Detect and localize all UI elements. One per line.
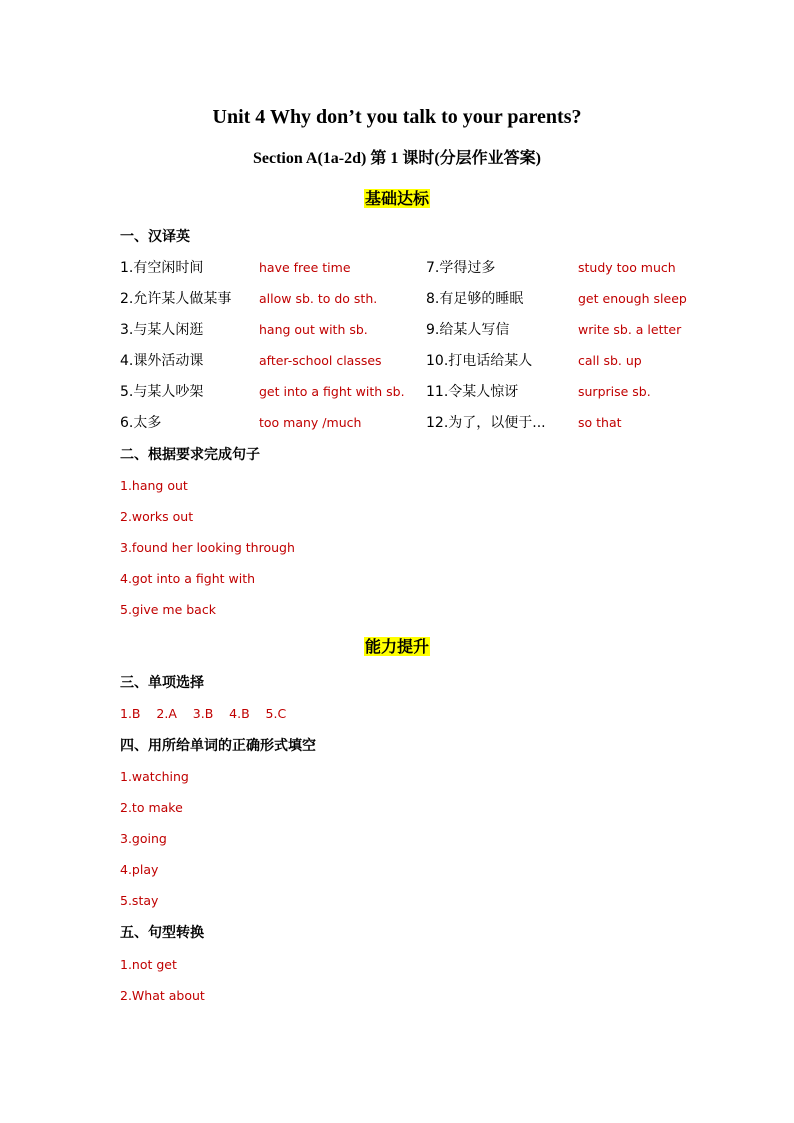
band-basic-label: 基础达标 [364, 189, 429, 208]
answer-line: 2.What about [120, 988, 205, 1003]
term-zh: 10.打电话给某人 [426, 353, 533, 369]
page-subtitle: Section A(1a-2d) 第 1 课时(分层作业答案) [253, 150, 541, 167]
page-title: Unit 4 Why don’t you talk to your parents? [212, 106, 582, 128]
band-advanced [0, 636, 794, 658]
answer-line: 2.works out [120, 509, 194, 524]
term-zh: 3.与某人闲逛 [120, 322, 204, 338]
term-en: write sb. a letter [578, 322, 682, 337]
term-en: get enough sleep [578, 291, 687, 306]
term-en: so that [578, 415, 622, 430]
term-en: get into a fight with sb. [259, 384, 405, 399]
section4-heading: 四、用所给单词的正确形式填空 [120, 738, 316, 754]
section3-heading: 三、单项选择 [120, 675, 204, 691]
term-zh: 8.有足够的睡眠 [426, 291, 524, 307]
section5-heading: 五、句型转换 [120, 925, 204, 941]
answer-line: 5.stay [120, 893, 159, 908]
term-en: too many /much [259, 415, 362, 430]
answer-line: 4.got into a fight with [120, 571, 256, 586]
answer-line: 3.found her looking through [120, 540, 295, 555]
answer-line: 1.hang out [120, 478, 188, 493]
term-zh: 4.课外活动课 [120, 353, 204, 369]
answer-line: 5.give me back [120, 602, 216, 617]
answer-line: 1.B 2.A 3.B 4.B 5.C [120, 706, 287, 721]
term-en: allow sb. to do sth. [259, 291, 378, 306]
term-zh: 6.太多 [120, 415, 162, 431]
band-advanced-label: 能力提升 [364, 637, 429, 656]
term-zh: 5.与某人吵架 [120, 384, 204, 400]
term-zh: 7.学得过多 [426, 260, 496, 276]
band-basic [0, 188, 794, 210]
term-en: have free time [259, 260, 351, 275]
term-en: study too much [578, 260, 676, 275]
term-en: hang out with sb. [259, 322, 368, 337]
term-en: after-school classes [259, 353, 382, 368]
answer-line: 3.going [120, 831, 167, 846]
answer-line: 2.to make [120, 800, 183, 815]
term-zh: 11.令某人惊讶 [426, 384, 519, 400]
section1-heading: 一、汉译英 [120, 229, 190, 245]
term-zh: 12.为了，以便于... [426, 415, 546, 431]
term-zh: 2.允许某人做某事 [120, 291, 232, 307]
section2-heading: 二、根据要求完成句子 [120, 447, 260, 463]
term-zh: 9.给某人写信 [426, 322, 510, 338]
term-en: call sb. up [578, 353, 642, 368]
answer-line: 1.not get [120, 957, 177, 972]
answer-line: 4.play [120, 862, 159, 877]
term-en: surprise sb. [578, 384, 651, 399]
term-zh: 1.有空闲时间 [120, 260, 204, 276]
answer-line: 1.watching [120, 769, 189, 784]
